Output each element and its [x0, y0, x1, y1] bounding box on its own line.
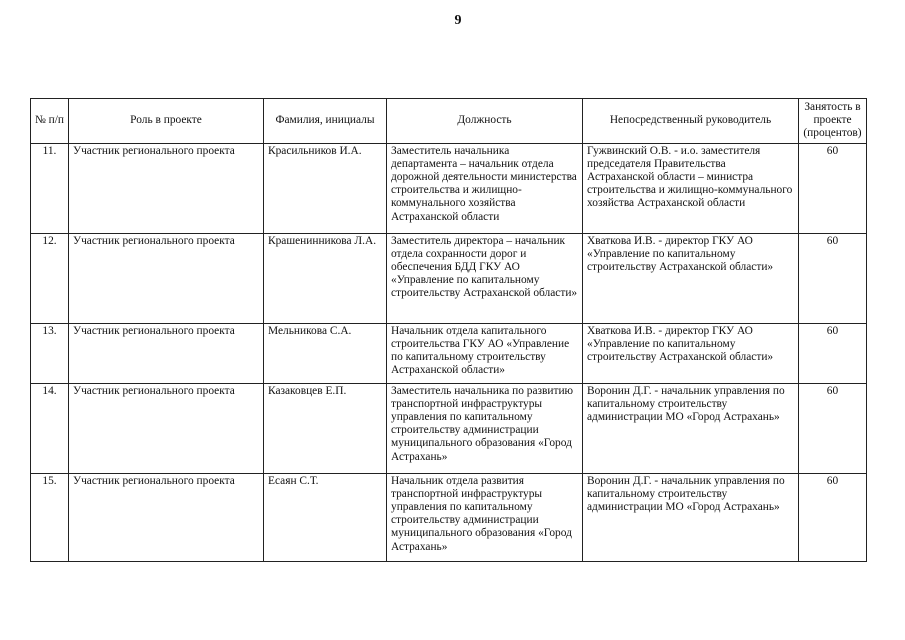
row-position: Заместитель начальника по развитию транспортной инфраструктуры управления по капитальному строительству администрации муниципального образования «Город Астрахань» [387, 383, 583, 473]
row-position: Заместитель начальника департамента – начальник отдела дорожной деятельности министерства строительства и жилищно-коммунального хозяйства Астраханской области [387, 143, 583, 233]
row-number: 13. [31, 323, 69, 383]
row-name: Казаковцев Е.П. [264, 383, 387, 473]
row-supervisor: Гужвинский О.В. - и.о. заместителя председателя Правительства Астраханской области – министра строительства и жилищно-коммунального хозяйства Астраханской области [583, 143, 799, 233]
table-row [31, 473, 867, 561]
row-supervisor: Хваткова И.В. - директор ГКУ АО «Управление по капитальному строительству Астраханской области» [583, 233, 799, 323]
row-number: 14. [31, 383, 69, 473]
project-participants-table [30, 98, 867, 562]
row-load: 60 [799, 233, 867, 323]
row-load: 60 [799, 473, 867, 561]
row-number: 11. [31, 143, 69, 233]
row-supervisor: Воронин Д.Г. - начальник управления по капитальному строительству администрации МО «Город Астрахань» [583, 383, 799, 473]
row-role: Участник регионального проекта [69, 143, 264, 233]
row-name: Мельникова С.А. [264, 323, 387, 383]
table-row [31, 143, 867, 233]
header-supervisor: Непосредственный руководитель [583, 99, 799, 144]
header-position: Должность [387, 99, 583, 144]
row-number: 12. [31, 233, 69, 323]
row-load: 60 [799, 143, 867, 233]
row-load: 60 [799, 323, 867, 383]
row-supervisor: Воронин Д.Г. - начальник управления по капитальному строительству администрации МО «Город Астрахань» [583, 473, 799, 561]
row-role: Участник регионального проекта [69, 473, 264, 561]
table-header-row [31, 99, 867, 144]
row-role: Участник регионального проекта [69, 383, 264, 473]
header-name: Фамилия, инициалы [264, 99, 387, 144]
table-row [31, 383, 867, 473]
row-name: Красильников И.А. [264, 143, 387, 233]
row-name: Есаян С.Т. [264, 473, 387, 561]
table-row [31, 323, 867, 383]
row-load: 60 [799, 383, 867, 473]
page-number: 9 [454, 13, 462, 28]
header-num: № п/п [31, 99, 69, 144]
row-number: 15. [31, 473, 69, 561]
header-role: Роль в проекте [69, 99, 264, 144]
header-load: Занятость в проекте (процентов) [799, 99, 867, 144]
row-name: Крашенинникова Л.А. [264, 233, 387, 323]
table-row [31, 233, 867, 323]
row-role: Участник регионального проекта [69, 233, 264, 323]
row-position: Начальник отдела развития транспортной инфраструктуры управления по капитальному строительству администрации муниципального образования «Город Астрахань» [387, 473, 583, 561]
row-role: Участник регионального проекта [69, 323, 264, 383]
row-position: Начальник отдела капитального строительства ГКУ АО «Управление по капитальному строительству Астраханской области» [387, 323, 583, 383]
row-supervisor: Хваткова И.В. - директор ГКУ АО «Управление по капитальному строительству Астраханской области» [583, 323, 799, 383]
row-position: Заместитель директора – начальник отдела сохранности дорог и обеспечения БДД ГКУ АО «Управление по капитальному строительству Астраханской области» [387, 233, 583, 323]
